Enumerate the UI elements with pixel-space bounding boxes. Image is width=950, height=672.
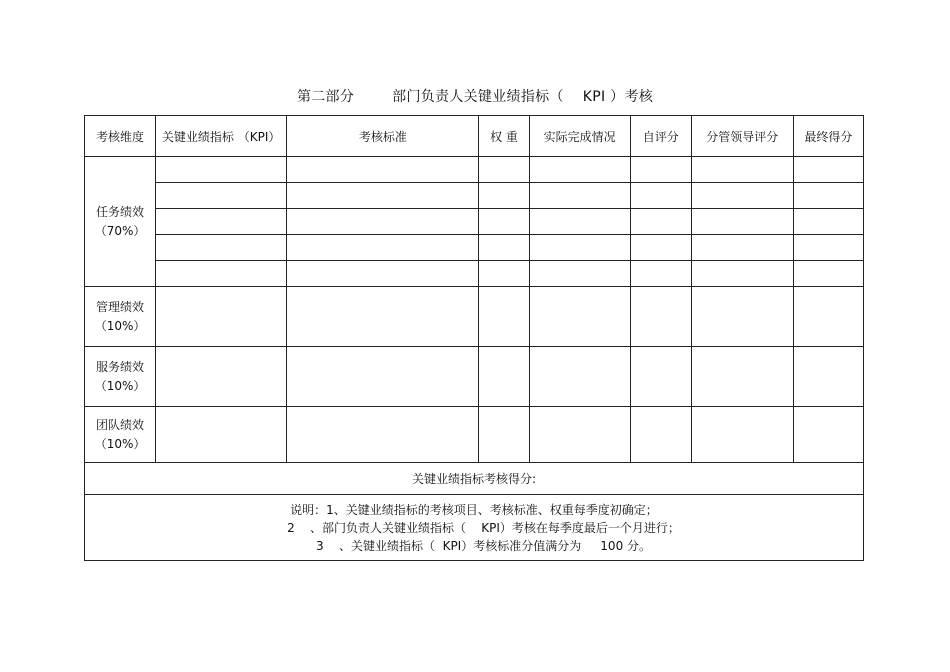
note-line: 说明：1、关键业绩指标的考核项目、考核标准、权重每季度初确定； (290, 502, 658, 517)
category-name: 团队绩效 (96, 417, 145, 432)
page-title: 第二部分 部门负责人关键业绩指标（ KPI ）考核 (296, 89, 654, 105)
table-cell[interactable] (691, 157, 793, 183)
table-cell[interactable] (287, 407, 479, 463)
table-cell[interactable] (287, 209, 479, 235)
header-weight: 权 重 (479, 116, 529, 157)
category-weight: （10%） (94, 318, 146, 333)
header-standard: 考核标准 (287, 116, 479, 157)
header-row (85, 116, 864, 157)
table-cell[interactable] (529, 287, 630, 347)
table-cell[interactable] (529, 347, 630, 407)
table-cell[interactable] (793, 407, 863, 463)
table-cell[interactable] (287, 235, 479, 261)
table-cell[interactable] (691, 209, 793, 235)
table-cell[interactable] (156, 209, 287, 235)
table-cell[interactable] (630, 157, 691, 183)
category-weight: （10%） (94, 436, 146, 451)
category-name: 任务绩效 (96, 204, 145, 219)
table-cell[interactable] (630, 209, 691, 235)
table-cell[interactable] (691, 287, 793, 347)
header-kpi: 关键业绩指标 （KPI） (156, 116, 287, 157)
table-row (85, 183, 864, 209)
header-self-score: 自评分 (630, 116, 691, 157)
table-cell[interactable] (691, 347, 793, 407)
category-name: 服务绩效 (96, 359, 145, 374)
table-cell[interactable] (529, 183, 630, 209)
table-cell[interactable] (691, 261, 793, 287)
table-cell[interactable] (156, 287, 287, 347)
table-cell[interactable] (479, 407, 529, 463)
table-cell[interactable] (630, 235, 691, 261)
category-management (85, 287, 156, 347)
table-cell[interactable] (479, 157, 529, 183)
notes-row (85, 495, 864, 561)
table-cell[interactable] (479, 235, 529, 261)
category-service (85, 347, 156, 407)
header-leader-score: 分管领导评分 (691, 116, 793, 157)
table-row (85, 157, 864, 183)
table-row (85, 347, 864, 407)
table-cell[interactable] (479, 183, 529, 209)
note-line: 2 、部门负责人关键业绩指标（ KPI）考核在每季度最后一个月进行； (268, 520, 680, 535)
table-row (85, 407, 864, 463)
table-cell[interactable] (479, 287, 529, 347)
table-cell[interactable] (529, 209, 630, 235)
table-cell[interactable] (287, 261, 479, 287)
category-weight: （10%） (94, 378, 146, 393)
header-final-score: 最终得分 (793, 116, 863, 157)
table-cell[interactable] (630, 287, 691, 347)
table-cell[interactable] (156, 407, 287, 463)
table-cell[interactable] (793, 287, 863, 347)
kpi-assessment-table (84, 115, 864, 561)
table-cell[interactable] (529, 157, 630, 183)
category-weight: （70%） (94, 223, 146, 238)
table-cell[interactable] (691, 235, 793, 261)
table-cell[interactable] (529, 235, 630, 261)
table-cell[interactable] (793, 347, 863, 407)
table-cell[interactable] (529, 407, 630, 463)
notes-cell (85, 495, 864, 561)
table-cell[interactable] (691, 183, 793, 209)
table-cell[interactable] (793, 235, 863, 261)
table-cell[interactable] (287, 287, 479, 347)
table-cell[interactable] (479, 209, 529, 235)
table-cell[interactable] (287, 183, 479, 209)
category-team (85, 407, 156, 463)
category-task (85, 157, 156, 287)
table-cell[interactable] (156, 347, 287, 407)
table-cell[interactable] (793, 183, 863, 209)
table-cell[interactable] (156, 261, 287, 287)
table-cell[interactable] (156, 235, 287, 261)
table-cell[interactable] (630, 261, 691, 287)
table-cell[interactable] (287, 347, 479, 407)
header-dimension: 考核维度 (85, 116, 156, 157)
table-cell[interactable] (156, 157, 287, 183)
table-cell[interactable] (630, 407, 691, 463)
table-cell[interactable] (793, 261, 863, 287)
header-actual: 实际完成情况 (529, 116, 630, 157)
table-cell[interactable] (630, 183, 691, 209)
table-cell[interactable] (287, 157, 479, 183)
table-row (85, 209, 864, 235)
table-cell[interactable] (630, 347, 691, 407)
table-cell[interactable] (793, 157, 863, 183)
score-summary-row (85, 463, 864, 495)
table-cell[interactable] (529, 261, 630, 287)
table-cell[interactable] (691, 407, 793, 463)
table-cell[interactable] (479, 347, 529, 407)
note-line: 3 、关键业绩指标（ KPI）考核标准分值满分为 100 分。 (296, 538, 652, 553)
table-cell[interactable] (156, 183, 287, 209)
table-row (85, 287, 864, 347)
category-name: 管理绩效 (96, 299, 145, 314)
table-cell[interactable] (793, 209, 863, 235)
table-row (85, 261, 864, 287)
table-row (85, 235, 864, 261)
table-cell[interactable] (479, 261, 529, 287)
score-label: 关键业绩指标考核得分: (85, 463, 864, 495)
